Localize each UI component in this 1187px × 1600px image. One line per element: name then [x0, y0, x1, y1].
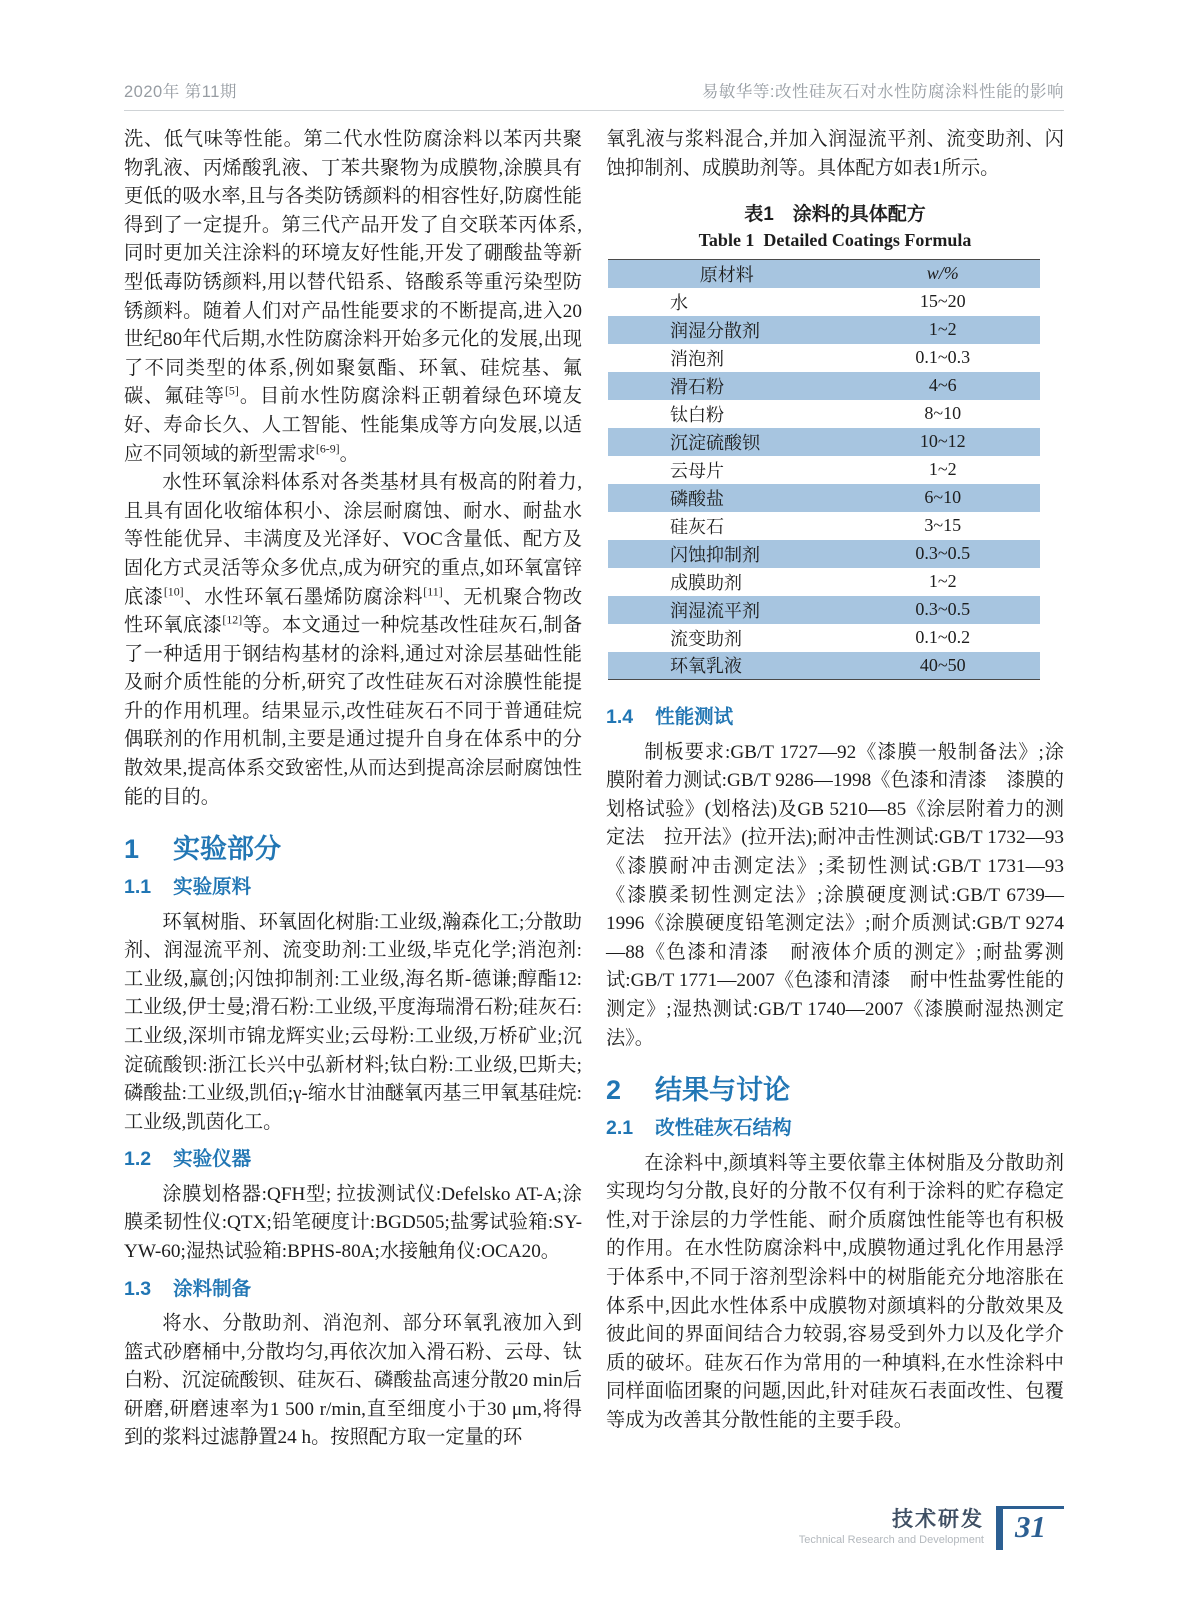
body-paragraph: 将水、分散助剂、消泡剂、部分环氧乳液加入到篮式砂磨桶中,分散均匀,再依次加入滑石粉、云母、钛白粉、沉淀硫酸钡、硅灰石、磷酸盐高速分散20 min后研磨,研磨速率为1 500 r/min,直至细度小于30 μm,将得到的浆料过滤静置24 h。按照配方取一定量的环: [124, 1313, 582, 1449]
material-cell: 钛白粉: [670, 404, 724, 425]
value-cell: 1~2: [928, 459, 957, 480]
material-cell: 环氧乳液: [670, 656, 742, 677]
column-header-material: 原材料: [608, 260, 846, 288]
table-body: [608, 288, 1040, 680]
table-row: [608, 400, 1040, 428]
value-cell: 1~2: [928, 319, 957, 340]
body-paragraph: 在涂料中,颜填料等主要依靠主体树脂及分散助剂实现均匀分散,良好的分散不仅有利于涂料的贮存稳定性,对于涂层的力学性能、耐介质腐蚀性能等也有积极的作用。在水性防腐涂料中,成膜物通过乳化作用悬浮于体系中,不同于溶剂型涂料中的树脂能充分地溶胀在体系中,因此水性体系中成膜物对颜填料的分散效果及彼此间的界面间结合力较弱,容易受到外力以及化学介质的破坏。硅灰石作为常用的一种填料,在水性涂料中同样面临团聚的问题,因此,针对硅灰石表面改性、包覆等成为改善其分散性能的主要手段。: [606, 1152, 1064, 1431]
section-number: 2: [606, 1075, 622, 1106]
section-heading-2: [606, 1075, 1064, 1106]
material-cell: 润湿分散剂: [670, 320, 760, 341]
value-cell: 0.3~0.5: [915, 543, 971, 564]
body-paragraph: 制板要求:GB/T 1727—92《漆膜一般制备法》;涂膜附着力测试:GB/T 9286—1998《色漆和清漆 漆膜的划格试验》(划格法)及GB 5210—85《涂层附着力的测定法 拉开法》(拉开法);耐冲击性测试:GB/T 1732—93《漆膜耐冲击测定法》;柔韧性测试:GB/T 1731—93《漆膜柔韧性测定法》;涂膜硬度测试:GB/T 6739—1996《涂膜硬度铅笔测定法》;耐介质测试:GB/T 9274—88《色漆和清漆 耐液体介质的测定》;耐盐雾测试:GB/T 1771—2007《色漆和清漆 耐中性盐雾性能的测定》;湿热测试:GB/T 1740—2007《漆膜耐湿热测定法》。: [606, 741, 1064, 1049]
value-cell: 6~10: [924, 487, 962, 508]
value-cell: 0.1~0.2: [915, 627, 971, 648]
material-cell: 成膜助剂: [670, 572, 742, 593]
table-row: [608, 316, 1040, 344]
subsection-number: 1.4: [606, 706, 634, 729]
table-caption-en: Table 1 Detailed Coatings Formula: [698, 230, 972, 251]
value-cell: 10~12: [919, 431, 966, 452]
subsection-heading-1-3: [124, 1278, 582, 1301]
subsection-heading-1-2: [124, 1148, 582, 1171]
material-cell: 水: [670, 292, 688, 313]
page-number: 31: [996, 1506, 1064, 1550]
table-row: [608, 288, 1040, 316]
material-cell: 硅灰石: [670, 516, 724, 537]
value-cell: 3~15: [924, 515, 962, 536]
subsection-heading-1-4: [606, 706, 1064, 729]
section-heading-1: [124, 834, 582, 865]
table-row: [608, 456, 1040, 484]
subsection-number: 1.1: [124, 876, 152, 899]
material-cell: 滑石粉: [670, 376, 724, 397]
body-paragraph: 氧乳液与浆料混合,并加入润湿流平剂、流变助剂、闪蚀抑制剂、成膜助剂等。具体配方如表1所示。: [606, 129, 1064, 179]
subsection-number: 1.2: [124, 1148, 152, 1171]
subsection-title: 实验原料: [173, 876, 252, 899]
material-cell: 润湿流平剂: [670, 600, 760, 621]
section-title: 实验部分: [173, 834, 282, 865]
issue-info: 2020年 第11期: [124, 83, 237, 101]
table-row: [608, 512, 1040, 540]
running-head: [124, 78, 1064, 111]
table-row: [608, 428, 1040, 456]
value-cell: 4~6: [928, 375, 957, 396]
footer-label-en: Technical Research and Development: [798, 1533, 984, 1546]
table-row: [608, 484, 1040, 512]
value-cell: 1~2: [928, 571, 957, 592]
two-column-body: [124, 126, 1064, 1453]
subsection-heading-2-1: [606, 1117, 1064, 1140]
body-paragraph: 水性环氧涂料体系对各类基材具有极高的附着力,且具有固化收缩体积小、涂层耐腐蚀、耐水、耐盐水等性能优异、丰满度及光泽好、VOC含量低、配方及固化方式灵活等众多优点,成为研究的重点,如环氧富锌底漆[10]、水性环氧石墨烯防腐涂料[11]、无机聚合物改性环氧底漆[12]等。本文通过一种烷基改性硅灰石,制备了一种适用于钢结构基材的涂料,通过对涂层基础性能及耐介质性能的分析,研究了改性硅灰石对涂膜性能提升的作用机理。结果显示,改性硅灰石不同于普通硅烷偶联剂的作用机制,主要是通过提升自身在体系中的分散效果,提高体系交致密性,从而达到提高涂层耐腐蚀性能的目的。: [124, 472, 583, 808]
body-paragraph: 环氧树脂、环氧固化树脂:工业级,瀚森化工;分散助剂、润湿流平剂、流变助剂:工业级,毕克化学;消泡剂:工业级,赢创;闪蚀抑制剂:工业级,海名斯-德谦;醇酯12:工业级,伊士曼;滑石粉:工业级,平度海瑞滑石粉;硅灰石:工业级,深圳市锦龙辉实业;云母粉:工业级,万桥矿业;沉淀硫酸钡:浙江长兴中弘新材料;钛白粉:工业级,巴斯夫;磷酸盐:工业级,凯佰;γ-缩水甘油醚氧丙基三甲氧基硅烷:工业级,凯茵化工。: [124, 911, 582, 1133]
material-cell: 流变助剂: [670, 628, 742, 649]
table-row: [608, 372, 1040, 400]
table-row: [608, 624, 1040, 652]
table-row: [608, 568, 1040, 596]
subsection-title: 涂料制备: [173, 1277, 252, 1300]
table-row: [608, 652, 1040, 680]
section-title: 结果与讨论: [655, 1075, 791, 1106]
value-cell: 0.1~0.3: [915, 347, 971, 368]
footer-label-zh: 技术研发: [892, 1508, 984, 1532]
coatings-formula-table: [608, 259, 1040, 680]
value-cell: 0.3~0.5: [915, 599, 971, 620]
body-paragraph: 洗、低气味等性能。第二代水性防腐涂料以苯丙共聚物乳液、丙烯酸乳液、丁苯共聚物为成膜物,涂膜具有更低的吸水率,且与各类防锈颜料的相容性好,防腐性能得到了一定提升。第三代产品开发了自交联苯丙体系,同时更加关注涂料的环境友好性能,开发了硼酸盐等新型低毒防锈颜料,用以替代铅系、铬酸系等重污染型防锈颜料。随着人们对产品性能要求的不断提高,进入20世纪80年代后期,水性防腐涂料开始多元化的发展,出现了不同类型的体系,例如聚氨酯、环氧、硅烷基、氟碳、氟硅等[5]。目前水性防腐涂料正朝着绿色环境友好、寿命长久、人工智能、性能集成等方向发展,以适应不同领域的新型需求[6-9]。: [124, 129, 582, 465]
material-cell: 沉淀硫酸钡: [670, 432, 760, 453]
table-header-row: [608, 260, 1040, 288]
material-cell: 闪蚀抑制剂: [670, 544, 760, 565]
table-header: [608, 260, 1040, 288]
subsection-title: 性能测试: [655, 706, 734, 729]
material-cell: 云母片: [670, 460, 724, 481]
table-row: [608, 596, 1040, 624]
table-row: [608, 540, 1040, 568]
subsection-title: 实验仪器: [173, 1148, 252, 1171]
value-cell: 15~20: [919, 291, 966, 312]
right-column: [606, 126, 1064, 1453]
value-cell: 8~10: [924, 403, 962, 424]
page-footer: [799, 1506, 1064, 1550]
column-header-wpercent: w/%: [846, 260, 1040, 288]
material-cell: 消泡剂: [670, 348, 724, 369]
subsection-number: 2.1: [606, 1117, 634, 1140]
subsection-heading-1-1: [124, 876, 582, 899]
footer-section-labels: [799, 1507, 984, 1550]
table-row: [608, 344, 1040, 372]
subsection-title: 改性硅灰石结构: [655, 1117, 792, 1140]
value-cell: 40~50: [919, 654, 966, 675]
table-caption-zh: 表1 涂料的具体配方: [744, 204, 926, 226]
section-number: 1: [124, 834, 140, 865]
article-running-title: 易敏华等:改性硅灰石对水性防腐涂料性能的影响: [701, 83, 1064, 101]
material-cell: 磷酸盐: [670, 488, 724, 509]
subsection-number: 1.3: [124, 1277, 152, 1300]
left-column: [124, 126, 582, 1453]
body-paragraph: 涂膜划格器:QFH型; 拉拔测试仪:Defelsko AT-A;涂膜柔韧性仪:QTX;铅笔硬度计:BGD505;盐雾试验箱:SY-YW-60;湿热试验箱:BPHS-80A;水接触角仪:OCA20。: [124, 1183, 582, 1263]
